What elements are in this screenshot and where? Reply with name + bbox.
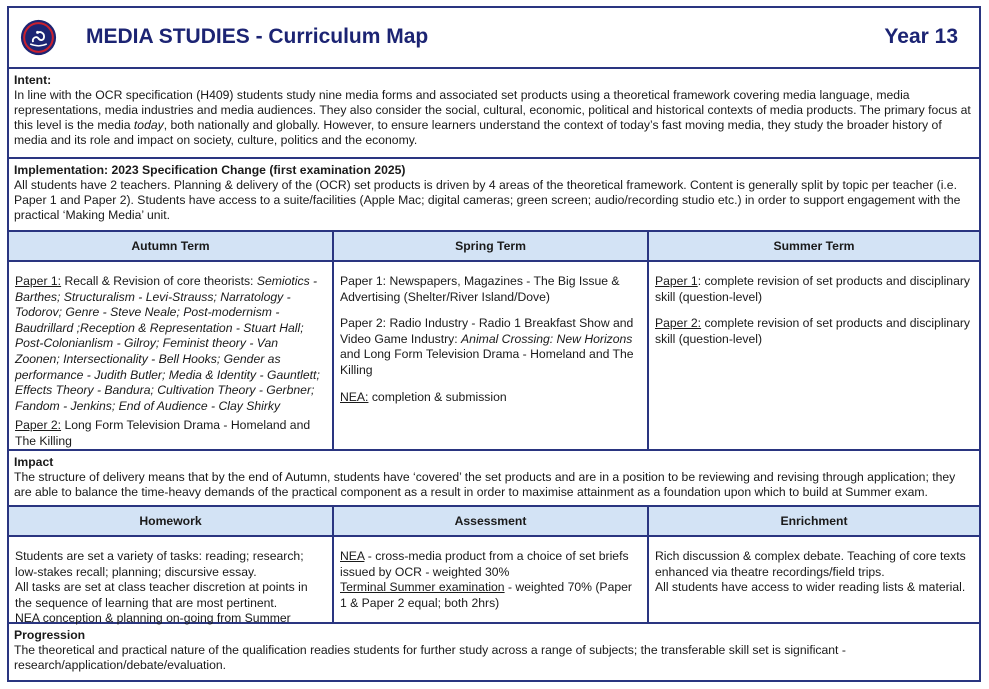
intent-text-1: In line with the OCR specification (H409) students study nine media forms and associated set products using a theoretical framework covering media language, media representations, media industries and media audiences. They also consider the social, cultural, economic, political and historical contexts of media products. The primary focus at this level is the media	[14, 88, 971, 132]
implementation-section	[9, 159, 979, 232]
enrichment-text: Rich discussion & complex debate. Teaching of core texts enhanced via theatre recordings/field trips.	[655, 549, 966, 579]
autumn-term-cell	[9, 262, 334, 449]
summer-paper1-text: : complete revision of set products and disciplinary skill (question-level)	[655, 274, 971, 304]
summer-paper2-link: Paper 2:	[655, 316, 702, 331]
assessment-exam-text: - weighted 70% (Paper 1 & Paper 2 equal; both 2hrs)	[340, 580, 632, 610]
impact-heading: Impact	[14, 455, 54, 469]
page-title: MEDIA STUDIES - Curriculum Map	[86, 25, 429, 48]
homework-body-row	[9, 537, 979, 624]
intent-section	[9, 69, 979, 159]
intent-text-2: , both nationally and globally. However, to ensure learners understand the context of today’s fast moving media, they study the broader history of media and its role and impact on society, culture, politics and the economy.	[14, 118, 942, 147]
spring-term-header: Spring Term	[334, 232, 649, 260]
spring-paper2-italic: Animal Crossing: New Horizons	[461, 331, 633, 346]
term-body-row	[9, 262, 979, 451]
spring-paper1: Paper 1: Newspapers, Magazines - The Big Issue & Advertising (Shelter/River Island/Dove)	[340, 274, 620, 304]
term-header-row	[9, 232, 979, 262]
school-crest-logo	[20, 19, 57, 56]
assessment-nea-link: NEA	[340, 549, 365, 563]
enrichment-header: Enrichment	[649, 507, 979, 535]
intent-heading: Intent:	[14, 73, 52, 87]
assessment-nea-text: - cross-media product from a choice of set briefs issued by OCR - weighted 30%	[340, 549, 629, 579]
homework-header-row	[9, 507, 979, 537]
enrichment-text-2: All students have access to wider reading lists & material.	[655, 580, 966, 595]
assessment-cell	[334, 537, 649, 622]
summer-paper2-text: complete revision of set products and disciplinary skill (question-level)	[655, 316, 971, 346]
homework-cell	[9, 537, 334, 626]
homework-text: Students are set a variety of tasks: reading; research; low-stakes recall; planning; discursive essay.	[15, 549, 304, 579]
implementation-heading: Implementation: 2023 Specification Change (first examination 2025)	[14, 163, 406, 177]
intent-text-italic: today	[133, 118, 164, 132]
homework-text-2: All tasks are set at class teacher discretion at points in the sequence of learning that are most pertinent.	[15, 580, 308, 610]
spring-paper2-end: and Long Form Television Drama - Homeland and The Killing	[340, 347, 634, 377]
spring-term-cell	[334, 262, 649, 449]
curriculum-map-sheet	[7, 6, 981, 682]
impact-text: The structure of delivery means that by the end of Autumn, students have ‘covered’ the set products and are in a position to be reviewing and revising through application; they are able to balance the time-heavy demands of the practical component as a result in order to maximise attainment as a foundation upon which to build at Summer exam.	[14, 470, 956, 499]
implementation-text: All students have 2 teachers. Planning & delivery of the (OCR) set products is driven by 4 areas of the theoretical framework. Content is generally split by topic per teacher (i.e. Paper 1 and Paper 2). Students have access to a suite/facilities (Apple Mac; digital cameras; green screen; audio/recording studio etc.) in order to support engagement with the practical ‘Making Media’ unit.	[14, 178, 961, 222]
summer-term-cell	[649, 262, 979, 449]
progression-text: The theoretical and practical nature of the qualification readies students for further study across a range of subjects; the transferable skill set is significant - research/application/debate/evaluation.	[14, 643, 846, 672]
progression-heading: Progression	[14, 628, 86, 642]
autumn-term-header: Autumn Term	[9, 232, 334, 260]
summer-term-header: Summer Term	[649, 232, 979, 260]
autumn-paper2-link: Paper 2:	[15, 418, 62, 433]
homework-text-3: NEA conception & planning on-going from Summer	[15, 611, 291, 626]
autumn-paper2-text: Long Form Television Drama - Homeland and The Killing	[15, 418, 311, 448]
summer-paper1-link: Paper 1	[655, 274, 698, 288]
year-label: Year 13	[884, 25, 958, 48]
assessment-header: Assessment	[334, 507, 649, 535]
spring-paper2-text: Paper 2: Radio Industry - Radio 1 Breakfast Show and Video Game Industry:	[340, 316, 634, 346]
autumn-paper1-text: Recall & Revision of core theorists:	[61, 274, 257, 288]
impact-section	[9, 451, 979, 507]
homework-header: Homework	[9, 507, 334, 535]
autumn-paper1-link: Paper 1:	[15, 274, 62, 288]
progression-section	[9, 624, 979, 682]
autumn-theorists: Semiotics - Barthes; Structuralism - Levi-Strauss; Narratology - Todorov; Genre - Steve Neale; Post-modernism - Baudrillard ;Reception & Representation - Stuart Hall; Post-Colonianlism - Gilroy; Feminist theory - Van Zoonen; Intersectionality - Bell Hooks; Gender as performance - Judith Butler; Media & Identity - Gauntlett; Effects Theory - Bandura; Cultivation Theory - Gerbner; Fandom - Jenkins; End of Audience - Clay Shirky	[15, 274, 320, 413]
assessment-exam-link: Terminal Summer examination	[340, 580, 505, 595]
spring-nea-link: NEA:	[340, 389, 369, 404]
spring-nea-text: completion & submission	[368, 389, 507, 404]
header-row	[9, 8, 979, 69]
enrichment-cell	[649, 537, 979, 622]
